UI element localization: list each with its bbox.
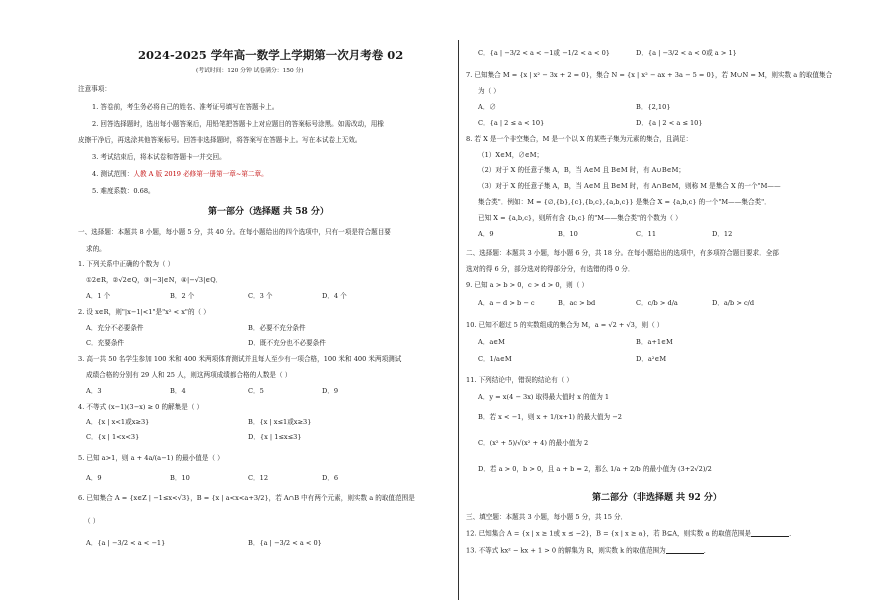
q13-answer-blank[interactable] [666, 547, 704, 554]
q3-option-a: A．3 [86, 387, 102, 395]
q2-option-a: A．充分不必要条件 [86, 324, 144, 332]
q9-option-c: C．c/b > d/a [636, 299, 678, 307]
q5-option-c: C．12 [248, 474, 269, 482]
q7-option-b: B．{2,10} [636, 103, 671, 111]
q6-option-a: A．{a | −3/2 < a < −1} [86, 539, 166, 547]
exam-meta: (考试时间：120 分钟 试卷满分：150 分) [196, 68, 304, 74]
exam-title: 2024-2025 学年高一数学上学期第一次月考卷 02 [138, 48, 404, 62]
note-2b: 皮擦干净后，再选涂其他答案标号。回答非选择题时，将答案写在答题卡上。写在本试卷上无效。 [78, 136, 362, 144]
q1-sub: ①2∈R，②√2∈Q，③|−3|∈N，④|−√3|∈Q． [86, 276, 223, 284]
q11-option-c: C．(x² + 5)/√(x² + 4) 的最小值为 2 [478, 439, 589, 447]
q4-stem: 4. 不等式 (x−1)(3−x) ≥ 0 的解集是（ ） [78, 403, 204, 411]
q11-stem: 11. 下列结论中，错误的结论有（ ） [466, 376, 573, 384]
part2-heading: 第二部分（非选择题 共 92 分） [592, 493, 722, 503]
part1-intro-2: 求的。 [86, 245, 106, 253]
q5-option-a: A．9 [86, 474, 102, 482]
q3-stem-2: 成绩合格的分别有 29 人和 25 人，则这两项成绩都合格的人数是（ ） [86, 371, 292, 379]
q8-option-a: A．9 [478, 230, 494, 238]
q4-option-d: D．{x | 1≤x≤3} [248, 433, 302, 441]
part3-intro: 三、填空题：本题共 3 小题，每小题 5 分，共 15 分． [466, 513, 628, 521]
q6-option-c: C．{a | −3/2 < a < −1或 −1/2 < a < 0} [478, 49, 610, 57]
q12-answer-blank[interactable] [751, 530, 789, 537]
notes-heading: 注意事项： [78, 85, 111, 93]
q8-option-c: C．11 [636, 230, 657, 238]
q9-option-b: B．ac > bd [558, 299, 596, 307]
q2-option-b: B．必要不充分条件 [248, 324, 306, 332]
q8-cond-4: 集合类"．例如：M = {∅,{b},{c},{b,c},{a,b,c}} 是集合 X = {a,b,c} 的一个"M——集合类"． [478, 198, 771, 206]
q7-option-c: C．{a | 2 ≤ a < 10} [478, 119, 545, 127]
q12-text: 12. 已知集合 A = {x | x ≥ 1或 x ≤ −2}，B = {x | x ≥ a}，若 B⊆A，则实数 a 的取值范围是 [466, 529, 752, 538]
q10-option-b: B．a+1∈M [636, 338, 673, 346]
q4-option-b: B．{x | x≤1或x≥3} [248, 418, 312, 426]
q6-paren: （ ） [84, 517, 100, 525]
q5-option-d: D．6 [322, 474, 339, 482]
note-1: 1. 答卷前，考生务必将自己的姓名、准考证号填写在答题卡上。 [92, 103, 279, 111]
q9-stem: 9. 已知 a > b > 0，c > d > 0，则（ ） [466, 281, 589, 289]
q11-option-b: B．若 x < −1，则 x + 1/(x+1) 的最大值为 −2 [478, 413, 622, 421]
q13-text: 13. 不等式 kx² − kx + 1 > 0 的解集为 R，则实数 k 的取值范围为 [466, 546, 666, 555]
column-divider [458, 40, 459, 600]
q4-option-c: C．{x | 1<x<3} [86, 433, 140, 441]
q2-stem: 2. 设 x∈R，则"|x−1|<1"是"x² < x"的（ ） [78, 308, 210, 316]
note-4-scope: 人教 A 版 2019 必修第一册第一章~第二章。 [133, 170, 268, 178]
note-2a: 2. 回答选择题时，选出每小题答案后，用铅笔把答题卡上对应题目的答案标号涂黑。如需改动，用橡 [92, 120, 384, 128]
q10-stem: 10. 已知不超过 5 的实数组成的集合为 M，a = √2 + √3，则（ ） [466, 321, 664, 329]
q8-stem: 8. 若 X 是一个非空集合，M 是一个以 X 的某些子集为元素的集合，且满足： [466, 135, 693, 143]
q6-option-d: D．{a | −3/2 < a < 0或 a > 1} [636, 49, 737, 57]
part2-intro-2: 选对的得 6 分，部分选对的得部分分，有选错的得 0 分． [466, 265, 635, 273]
q4-option-a: A．{x | x<1或x≥3} [86, 418, 150, 426]
part1-heading: 第一部分（选择题 共 58 分） [208, 207, 329, 217]
q7-stem-1: 7. 已知集合 M = {x | x² − 3x + 2 = 0}，集合 N = {x | x² − ax + 3a − 5 = 0}，若 M∪N = M，则实数 a 的取值集合 [466, 71, 833, 79]
q9-option-d: D．a/b > c/d [712, 299, 755, 307]
q11-option-d: D．若 a > 0，b > 0，且 a + b = 2，那么 1/a + 2/b 的最小值为 (3+2√2)/2 [478, 465, 712, 473]
q13: 13. 不等式 kx² − kx + 1 > 0 的解集为 R，则实数 k 的取值范围为 ． [466, 546, 711, 555]
q2-option-c: C．充要条件 [86, 339, 125, 347]
q3-stem-1: 3. 高一共 50 名学生参加 100 米和 400 米两项体育测试并且每人至少有一项合格，100 米和 400 米两项测试 [78, 355, 402, 363]
note-5: 5. 难度系数：0.68。 [92, 187, 155, 195]
q7-option-d: D．{a | 2 < a ≤ 10} [636, 119, 703, 127]
note-4 [92, 171, 268, 178]
q6-stem: 6. 已知集合 A = {x∈Z | −1≤x<√3}，B = {x | a<x<a+3/2}，若 A∩B 中有两个元素，则实数 a 的取值范围是 [78, 494, 415, 502]
note-4-prefix: 4. 测试范围： [92, 170, 134, 178]
q12: 12. 已知集合 A = {x | x ≥ 1或 x ≤ −2}，B = {x | x ≥ a}，若 B⊆A，则实数 a 的取值范围是 ． [466, 529, 796, 538]
q5-option-b: B．10 [170, 474, 190, 482]
q8-cond-1: （1）X∈M，∅∈M； [478, 151, 544, 159]
q3-option-b: B．4 [170, 387, 186, 395]
q3-option-c: C．5 [248, 387, 264, 395]
q8-option-b: B．10 [558, 230, 578, 238]
q11-option-a: A．y = x(4 − 3x) 取得最大值时 x 的值为 1 [478, 393, 610, 401]
q1-option-b: B．2 个 [170, 292, 195, 300]
q5-stem: 5. 已知 a>1，则 a + 4a/(a−1) 的最小值是（ ） [78, 454, 224, 462]
q9-option-a: A．a − d > b − c [478, 299, 535, 307]
part1-intro-1: 一、选择题：本题共 8 小题，每小题 5 分，共 40 分。在每小题给出的四个选项中，只有一项是符合题目要 [78, 228, 391, 236]
q1-stem: 1. 下列关系中正确的个数为（ ） [78, 260, 175, 268]
q8-cond-3: （3）对于 X 的任意子集 A，B，当 A∈M 且 B∈M 时，有 A∩B∈M，则称 M 是集合 X 的一个"M—— [478, 182, 781, 190]
q10-option-a: A．a∈M [478, 338, 505, 346]
part2-intro-1: 二、选择题：本题共 3 小题，每小题 6 分，共 18 分。在每小题给出的选项中，有多项符合题目要求．全部 [466, 249, 779, 257]
q1-option-d: D．4 个 [322, 292, 347, 300]
q10-option-c: C．1/a∈M [478, 355, 512, 363]
q3-option-d: D．9 [322, 387, 339, 395]
q10-option-d: D．a²∈M [636, 355, 667, 363]
q8-option-d: D．12 [712, 230, 733, 238]
q7-stem-2: 为（ ） [478, 87, 500, 95]
note-3: 3. 考试结束后，将本试卷和答题卡一并交回。 [92, 153, 226, 161]
q8-cond-2: （2）对于 X 的任意子集 A，B，当 A∈M 且 B∈M 时，有 A∪B∈M； [478, 166, 685, 174]
q1-option-c: C．3 个 [248, 292, 273, 300]
q1-option-a: A．1 个 [86, 292, 111, 300]
q7-option-a: A．∅ [478, 103, 496, 111]
q2-option-d: D．既不充分也不必要条件 [248, 339, 326, 347]
q8-cond-5: 已知 X = {a,b,c}，则所有含 {b,c} 的"M——集合类"的个数为（ ） [478, 214, 682, 222]
q6-option-b: B．{a | −3/2 < a < 0} [248, 539, 322, 547]
